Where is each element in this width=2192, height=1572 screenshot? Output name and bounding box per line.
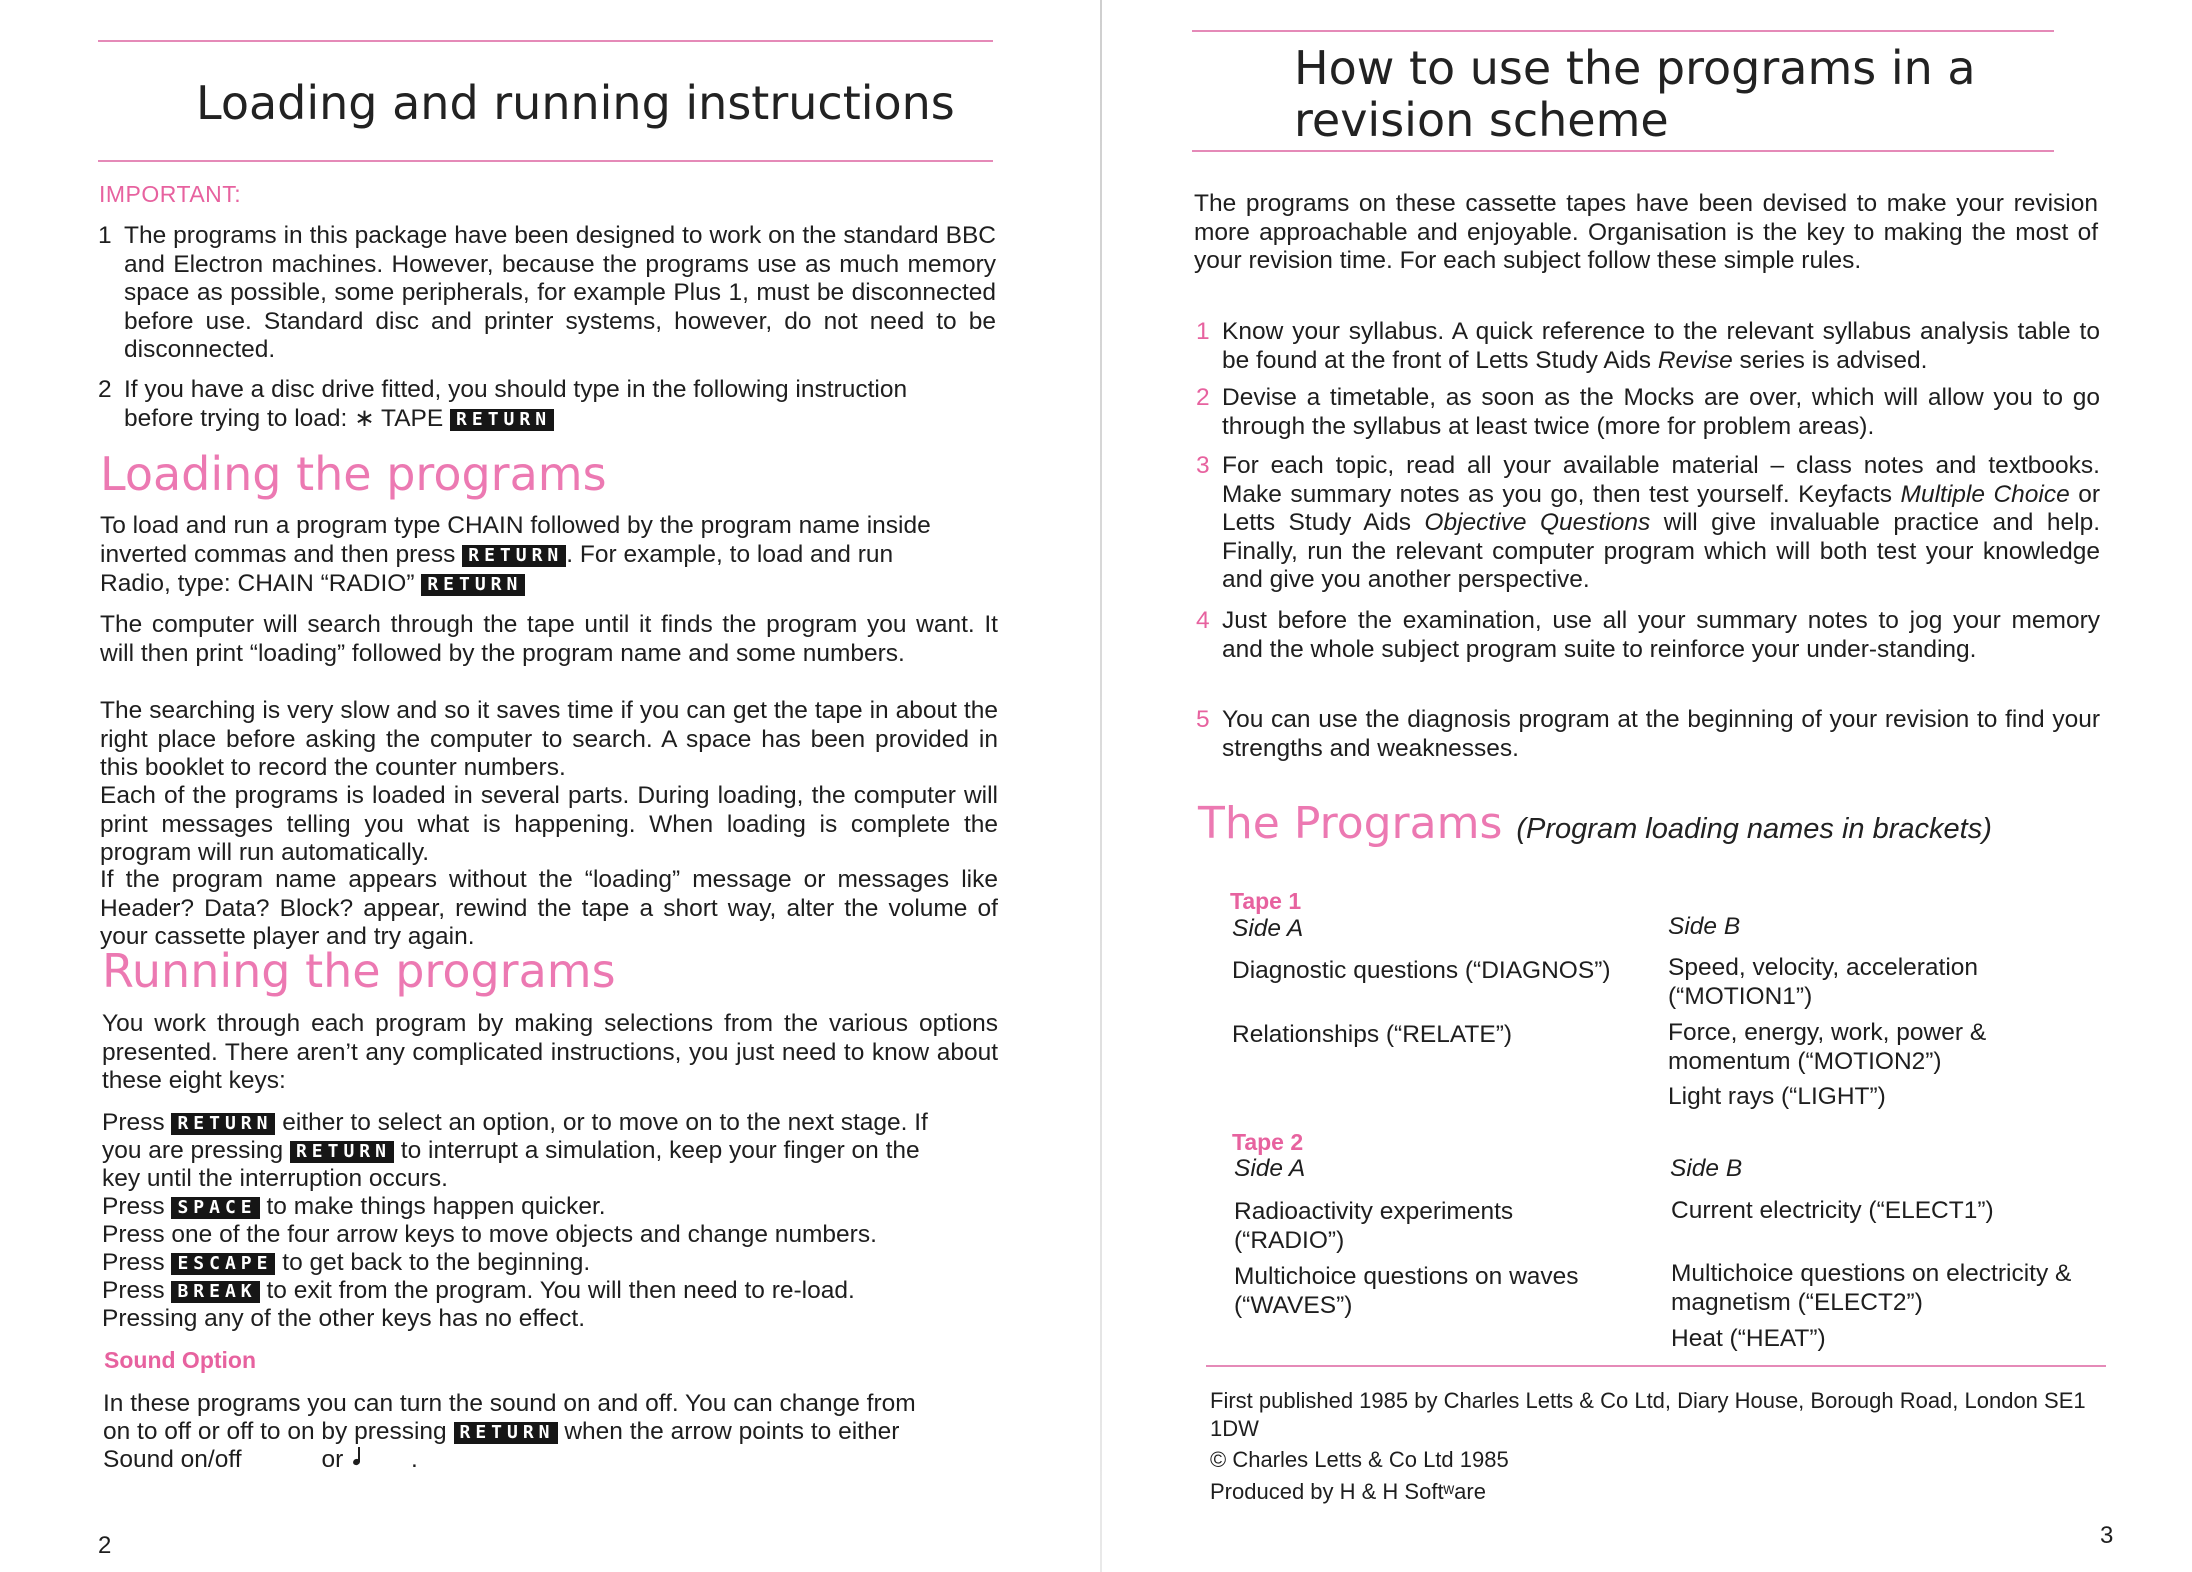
rule-text: Devise a timetable, as soon as the Mocks are over, which will allow you to go through the syllabus at least twice (more for problem areas). bbox=[1222, 384, 2100, 440]
item-number: 1 bbox=[98, 222, 112, 249]
text: Radio, type: CHAIN “RADIO” bbox=[100, 570, 415, 597]
keys-line3: key until the interruption occurs. bbox=[102, 1165, 448, 1192]
text: Sound on/off bbox=[103, 1446, 242, 1473]
keys-line4 bbox=[102, 1193, 606, 1222]
keys-line1 bbox=[102, 1109, 928, 1138]
rule-3 bbox=[1196, 452, 2100, 597]
text: Press bbox=[102, 1193, 165, 1220]
keys-line2 bbox=[102, 1137, 920, 1166]
tape1-side-a: Side A bbox=[1232, 915, 1304, 942]
text: to exit from the program. You will then need to re-load. bbox=[266, 1277, 855, 1304]
rule-text: You can use the diagnosis program at the beginning of your revision to find your strengths and weaknesses. bbox=[1222, 706, 2100, 762]
tape2-b-item-2: Multichoice questions on electricity & magnetism (“ELECT2”) bbox=[1671, 1260, 2072, 1316]
text: to get back to the beginning. bbox=[282, 1249, 591, 1276]
item-number: 2 bbox=[98, 376, 112, 403]
return-key: RETURN bbox=[171, 1113, 275, 1135]
page-title bbox=[1294, 42, 1976, 146]
return-key: RETURN bbox=[462, 545, 566, 567]
rule-4 bbox=[1196, 607, 2100, 695]
tape2-b-item-1: Current electricity (“ELECT1”) bbox=[1671, 1197, 1994, 1224]
return-key: RETURN bbox=[421, 574, 525, 596]
return-key: RETURN bbox=[454, 1422, 558, 1444]
rule-5 bbox=[1196, 706, 2100, 764]
tape1-side-b: Side B bbox=[1668, 913, 1741, 940]
text: Press bbox=[102, 1277, 165, 1304]
text: Objective Questions bbox=[1424, 509, 1651, 536]
title-line1: How to use the programs in a bbox=[1294, 41, 1976, 95]
return-key: RETURN bbox=[290, 1141, 394, 1163]
tape1-a-item-2: Relationships (“RELATE”) bbox=[1232, 1021, 1513, 1048]
return-key: RETURN bbox=[450, 409, 554, 431]
important-item-1 bbox=[98, 222, 996, 363]
tape1-b-item-2: Force, energy, work, power & momentum (“MOTION2”) bbox=[1668, 1019, 1987, 1075]
rule-number: 4 bbox=[1196, 607, 1210, 634]
top-rule bbox=[1192, 30, 2054, 32]
item-text-line1: If you have a disc drive fitted, you should type in the following instruction bbox=[124, 376, 908, 403]
item-text bbox=[124, 376, 996, 433]
sound-heading: Sound Option bbox=[104, 1347, 257, 1373]
text: inverted commas and then press bbox=[100, 541, 456, 568]
sound-line1: In these programs you can turn the sound on and off. You can change from bbox=[103, 1390, 916, 1417]
sound-line3 bbox=[103, 1446, 418, 1475]
loading-p4: Each of the programs is loaded in several parts. During loading, the computer will print messages telling you what is happening. When loading is complete the program will run automatically. bbox=[100, 782, 998, 866]
text: Know your syllabus. A quick reference to the relevant syllabus analysis table to be found at the front of Letts Study Aids bbox=[1222, 318, 2100, 374]
loading-heading: Loading the programs bbox=[100, 447, 607, 501]
text: The Programs bbox=[1198, 798, 1503, 849]
rule-text: Just before the examination, use all your summary notes to jog your memory and the whole subject program suite to reinforce your under-standing. bbox=[1222, 607, 2100, 663]
tape1-label: Tape 1 bbox=[1230, 888, 1302, 914]
title-rule bbox=[1192, 150, 2054, 152]
publisher-line: First published 1985 by Charles Letts & Co Ltd, Diary House, Borough Road, London SE1 1DW bbox=[1210, 1388, 2086, 1441]
keys-line5: Press one of the four arrow keys to move objects and change numbers. bbox=[102, 1221, 877, 1248]
text: either to select an option, or to move on to the next stage. If bbox=[282, 1109, 928, 1136]
important-label: IMPORTANT: bbox=[99, 181, 242, 207]
text: For each topic, read all your available material – class notes and textbooks. Make summary notes as you go, then test yourself. Keyfacts bbox=[1222, 452, 2100, 508]
text: you are pressing bbox=[102, 1137, 284, 1164]
running-p1: You work through each program by making selections from the various options presented. There aren’t any complicated instructions, you just need to know about these eight keys: bbox=[102, 1010, 998, 1094]
rule-2 bbox=[1196, 384, 2100, 442]
text: Revise bbox=[1657, 346, 1733, 374]
loading-p2: The computer will search through the tape until it finds the program you want. It will then print “loading” followed by the program name and some numbers. bbox=[100, 611, 998, 667]
escape-key: ESCAPE bbox=[171, 1253, 275, 1275]
programs-subtitle: (Program loading names in brackets) bbox=[1516, 813, 1992, 845]
tape2-a-item-2: Multichoice questions on waves (“WAVES”) bbox=[1234, 1263, 1579, 1319]
tape1-b-item-1: Speed, velocity, acceleration (“MOTION1”) bbox=[1668, 954, 1979, 1010]
item-text-line2: before trying to load: ∗ TAPE bbox=[124, 404, 444, 432]
text: on to off or off to on by pressing bbox=[103, 1418, 447, 1445]
text: Press bbox=[102, 1109, 165, 1136]
text: to interrupt a simulation, keep your finger on the bbox=[400, 1137, 920, 1164]
rule-1 bbox=[1196, 318, 2100, 376]
important-item-2 bbox=[98, 376, 996, 436]
top-rule bbox=[98, 40, 993, 42]
intro-paragraph: The programs on these cassette tapes have been devised to make your revision more approachable and enjoyable. Organisation is the key to making the most of your revision time. For each subject follow these simple rules. bbox=[1194, 190, 2098, 274]
rule-number: 3 bbox=[1196, 452, 1210, 479]
loading-p3: The searching is very slow and so it saves time if you can get the tape in about the right place before asking the computer to search. A space has been provided in this booklet to record the counter numbers. bbox=[100, 697, 998, 781]
keys-line8: Pressing any of the other keys has no effect. bbox=[102, 1305, 586, 1332]
space-key: SPACE bbox=[171, 1197, 259, 1219]
producer-line: Produced by H & H Softʷare bbox=[1210, 1479, 1486, 1504]
text: . bbox=[410, 1446, 418, 1473]
right-page bbox=[1096, 0, 2192, 1572]
tape2-label: Tape 2 bbox=[1232, 1129, 1304, 1155]
footer-rule bbox=[1206, 1365, 2106, 1367]
tape1-a-item-1: Diagnostic questions (“DIAGNOS”) bbox=[1232, 957, 1611, 984]
page-number: 2 bbox=[98, 1532, 112, 1559]
title-rule bbox=[98, 160, 993, 162]
break-key: BREAK bbox=[171, 1281, 259, 1303]
loading-p1-line2 bbox=[100, 541, 998, 570]
keys-line6 bbox=[102, 1249, 590, 1278]
text: or bbox=[321, 1446, 344, 1473]
page-number: 3 bbox=[2100, 1522, 2114, 1549]
running-heading: Running the programs bbox=[102, 944, 616, 998]
page-title: Loading and running instructions bbox=[196, 76, 955, 130]
text: series is advised. bbox=[1732, 346, 1928, 374]
music-note-icon bbox=[350, 1447, 364, 1469]
loading-p5: If the program name appears without the “loading” message or messages like Header? Data? Block? appear, rewind the tape a short way, alter the volume of your cassette player and try again. bbox=[100, 866, 998, 950]
rule-text bbox=[1222, 452, 2100, 595]
rule-number: 5 bbox=[1196, 706, 1210, 733]
loading-p1-line3 bbox=[100, 570, 525, 599]
rule-text bbox=[1222, 318, 2100, 375]
sound-line2 bbox=[103, 1418, 899, 1447]
loading-p1-line1: To load and run a program type CHAIN followed by the program name inside bbox=[100, 512, 931, 539]
tape2-side-b: Side B bbox=[1670, 1155, 1743, 1182]
tape1-b-item-3: Light rays (“LIGHT”) bbox=[1668, 1083, 1886, 1110]
text: will give invaluable practice and help. Finally, run the relevant computer program which will both test your knowledge and give you another perspective. bbox=[1222, 509, 2101, 593]
text: . For example, to load and run bbox=[566, 541, 894, 568]
rule-number: 1 bbox=[1196, 318, 1210, 345]
copyright-line: © Charles Letts & Co Ltd 1985 bbox=[1210, 1447, 1509, 1472]
tape2-a-item-1: Radioactivity experiments (“RADIO”) bbox=[1234, 1198, 1514, 1254]
rule-number: 2 bbox=[1196, 384, 1210, 411]
tape2-b-item-3: Heat (“HEAT”) bbox=[1671, 1325, 1826, 1352]
text: Press bbox=[102, 1249, 165, 1276]
text: when the arrow points to either bbox=[564, 1418, 900, 1445]
tape2-side-a: Side A bbox=[1234, 1155, 1306, 1182]
programs-heading bbox=[1198, 798, 1992, 849]
text: Multiple Choice bbox=[1900, 480, 2070, 508]
text: to make things happen quicker. bbox=[266, 1193, 606, 1220]
text: or Letts Study Aids bbox=[1222, 480, 2100, 536]
keys-line7 bbox=[102, 1277, 855, 1306]
title-line2: revision scheme bbox=[1294, 93, 1669, 147]
item-text: The programs in this package have been designed to work on the standard BBC and Electron machines. However, because the programs use as much memory space as possible, some peripherals, for example Plus 1, must be disconnected before use. Standard disc and printer systems, however, do not need to be disconnected. bbox=[124, 222, 996, 363]
